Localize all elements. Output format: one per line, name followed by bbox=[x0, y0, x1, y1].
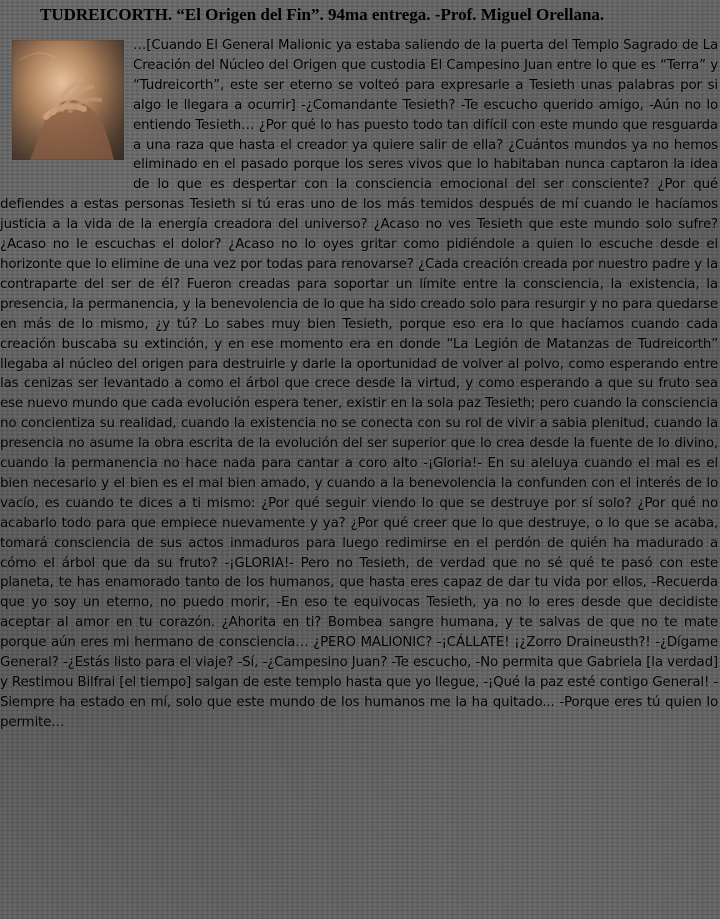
article-text bbox=[0, 36, 718, 733]
image-wrap-spacer bbox=[0, 36, 133, 194]
article-body: …[Cuando El General Malionic ya estaba saliendo de la puerta del Templo Sagrado de La Creación del Núcleo del Origen que custodia El Campesino Juan entre lo que es “Terra” y “Tudreicorth”, este ser eterno se volteó para expresarle a Tesieth unas palabras por si algo le llegara a ocurrir] -¿Comandante Tesieth? -Te escucho querido amigo, -Aún no lo entiendo Tesieth… ¿Por qué lo has puesto todo tan difícil con este mundo que resguarda a una raza que hasta el creador ya quiere salir de ella? ¿Cuántos mundos ya no hemos eliminado en el pasado porque los seres vivos que lo habitaban nunca captaron la idea de lo que es despertar con la consciencia emocional del ser consciente? ¿Por qué defiendes a estas personas Tesieth si tú eras uno de los más temidos después de mí cuando le hacíamos justicia a la vida de la energía creadora del universo? ¿Acaso no ves Tesieth que este mundo solo sufre? ¿Acaso no le escuchas el dolor? ¿Acaso no lo oyes gritar como pidiéndole a quien lo escuche desde el horizonte que lo elimine de una vez por todas para renovarse? ¿Cada creación creada por nuestro padre y la contraparte del ser de él? Fueron creadas para soportar un límite entre la consciencia, la existencia, la presencia, la permanencia, y la benevolencia de lo que ha sido creado solo para resurgir y no para quedarse en más de lo mismo, ¿y tú? Lo sabes muy bien Tesieth, porque eso era lo que hacíamos cuando cada creación buscaba su extinción, y en ese momento era en donde “La Legión de Matanzas de Tudreicorth” llegaba al núcleo del origen para destruirle y darle la oportunidad de volver al polvo, como esperando entre las cenizas ser levantado a como el árbol que crece desde la virtud, y como esperando a que su fruto sea ese nuevo mundo que cada evolución espera tener, existir en la sola paz Tesieth; pero cuando la consciencia no concientiza su realidad, cuando la existencia no se conecta con su rol de vivir a sabia plenitud, cuando la presencia no asume la obra escrita de la evolución del ser superior que lo crea desde la fuente de lo divino, cuando la permanencia no hace nada para cantar a coro alto -¡Gloria!- En su aleluya cuando el mal es el bien necesario y el bien es el mal bien amado, y cuando a la benevolencia la confunden con el interés de lo vacío, es cuando te dices a ti mismo: ¿Por qué seguir viendo lo que se destruye por sí solo? ¿Por qué no acabarlo todo para que empiece nuevamente y ya? ¿Por qué creer que lo que destruye, o lo que se acaba, tomará consciencia de sus actos inmaduros para luego redimirse en el perdón de quién ha madurado a cómo el árbol que da su fruto? -¡GLORIA!- Pero no Tesieth, de verdad que no sé qué te pasó con este planeta, te has enamorado tanto de los humanos, que hasta eres capaz de dar tu vida por ellos, -Recuerda que yo soy un eterno, no puedo morir, -En eso te equivocas Tesieth, ya no lo eres desde que decidiste aceptar al amor en tu corazón. ¿Ahorita en ti? Bombea sangre humana, y te salvas de que no te mate porque aún eres mi hermano de consciencia… ¿PERO MALIONIC? -¡CÁLLATE! ¡¿Zorro Draineusth?! -¿Dígame General? -¿Estás listo para el viaje? -Sí, -¿Campesino Juan? -Te escucho, -No permita que Gabriela [la verdad] y Restimou Bilfrai [el tiempo] salgan de este templo hasta que yo llegue, -¡Qué la paz esté contigo General! -Siempre ha estado en mí, solo que este mundo de los humanos me la ha quitado... -Porque eres tú quien lo permite… bbox=[0, 38, 718, 730]
document-title: TUDREICORTH. “El Origen del Fin”. 94ma entrega. -Prof. Miguel Orellana. bbox=[40, 5, 605, 24]
